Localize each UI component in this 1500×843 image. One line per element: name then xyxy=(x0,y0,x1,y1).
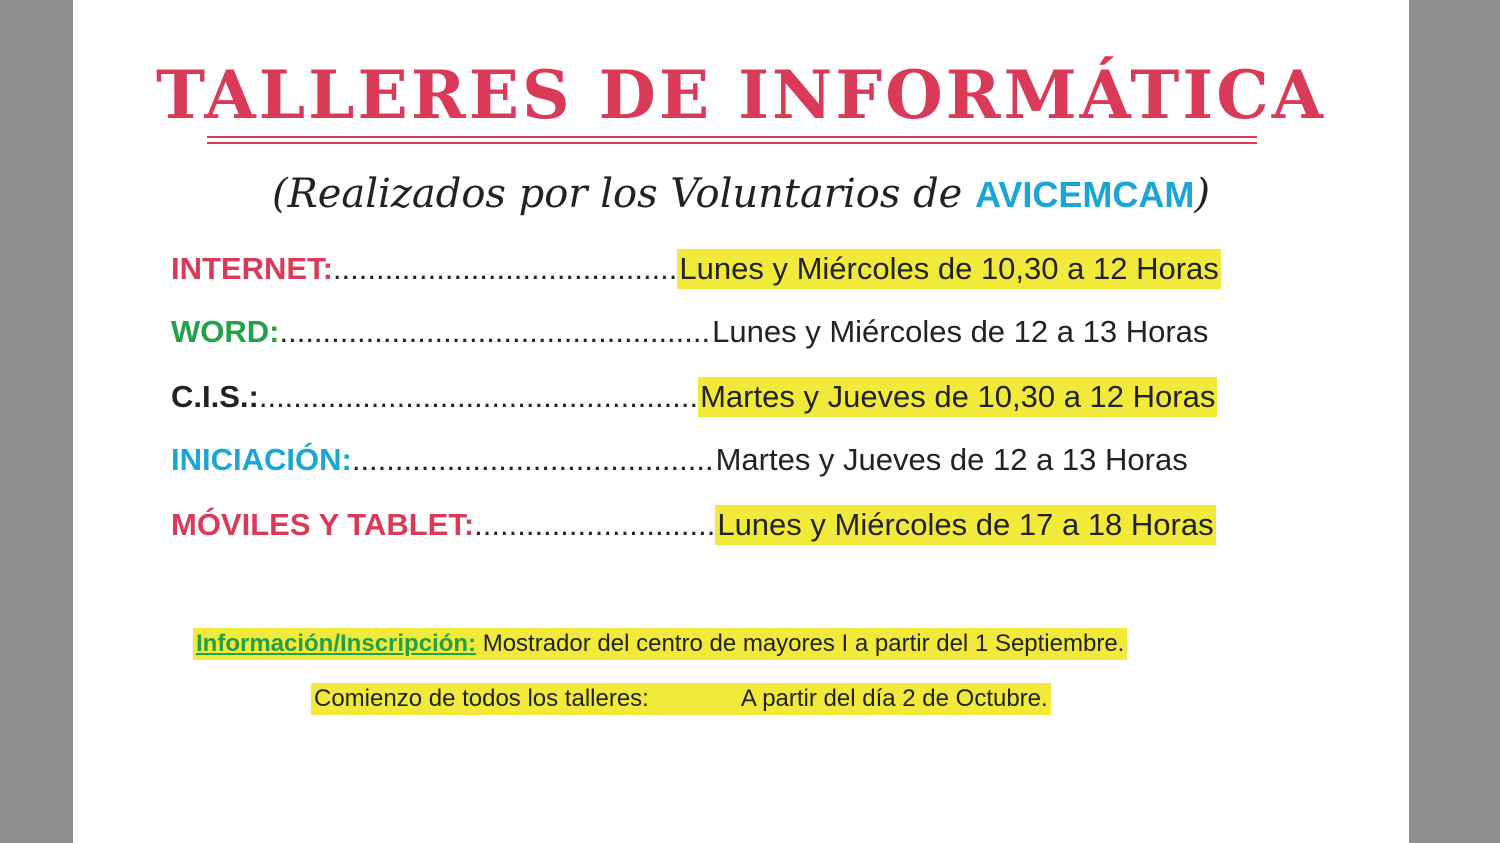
title-underline xyxy=(207,136,1257,146)
start-text: A partir del día 2 de Octubre. xyxy=(740,685,1048,712)
workshop-label: INICIACIÓN: xyxy=(171,442,352,477)
flyer-sheet xyxy=(73,0,1409,843)
organization-name: AVICEMCAM xyxy=(975,174,1195,215)
workshop-label: C.I.S.: xyxy=(171,379,259,414)
flyer-subtitle xyxy=(73,170,1409,218)
leader-dots: ............................ xyxy=(474,507,716,542)
start-label: Comienzo de todos los talleres: xyxy=(314,685,649,712)
leader-dots: .................................................. xyxy=(279,314,711,349)
flyer-title: TALLERES DE INFORMÁTICA xyxy=(156,56,1326,134)
workshop-label: MÓVILES Y TABLET: xyxy=(171,507,475,542)
workshop-row-internet xyxy=(171,246,1221,292)
workshop-row-moviles xyxy=(171,502,1216,548)
info-registration xyxy=(193,628,1127,660)
info-text: Mostrador del centro de mayores I a partir del 1 Septiembre. xyxy=(476,630,1125,657)
workshop-schedule: Martes y Jueves de 10,30 a 12 Horas xyxy=(698,377,1217,417)
workshop-label: INTERNET: xyxy=(171,251,333,286)
start-date-line xyxy=(311,683,1051,715)
workshop-row-word xyxy=(171,309,1210,355)
leader-dots: .......................................... xyxy=(351,442,714,477)
leader-dots: ................................................... xyxy=(258,379,699,414)
workshop-row-cis xyxy=(171,374,1217,420)
workshop-schedule: Lunes y Miércoles de 12 a 13 Horas xyxy=(712,314,1209,349)
workshop-schedule: Lunes y Miércoles de 17 a 18 Horas xyxy=(715,505,1215,545)
leader-dots: ........................................ xyxy=(332,251,678,286)
workshop-row-iniciacion xyxy=(171,437,1190,483)
subtitle-suffix: ) xyxy=(1194,171,1211,217)
workshop-label: WORD: xyxy=(171,314,280,349)
workshop-schedule: Martes y Jueves de 12 a 13 Horas xyxy=(715,442,1188,477)
info-label: Información/Inscripción: xyxy=(196,630,477,657)
subtitle-prefix: (Realizados por los Voluntarios de xyxy=(271,171,976,217)
workshop-schedule: Lunes y Miércoles de 10,30 a 12 Horas xyxy=(677,249,1220,289)
